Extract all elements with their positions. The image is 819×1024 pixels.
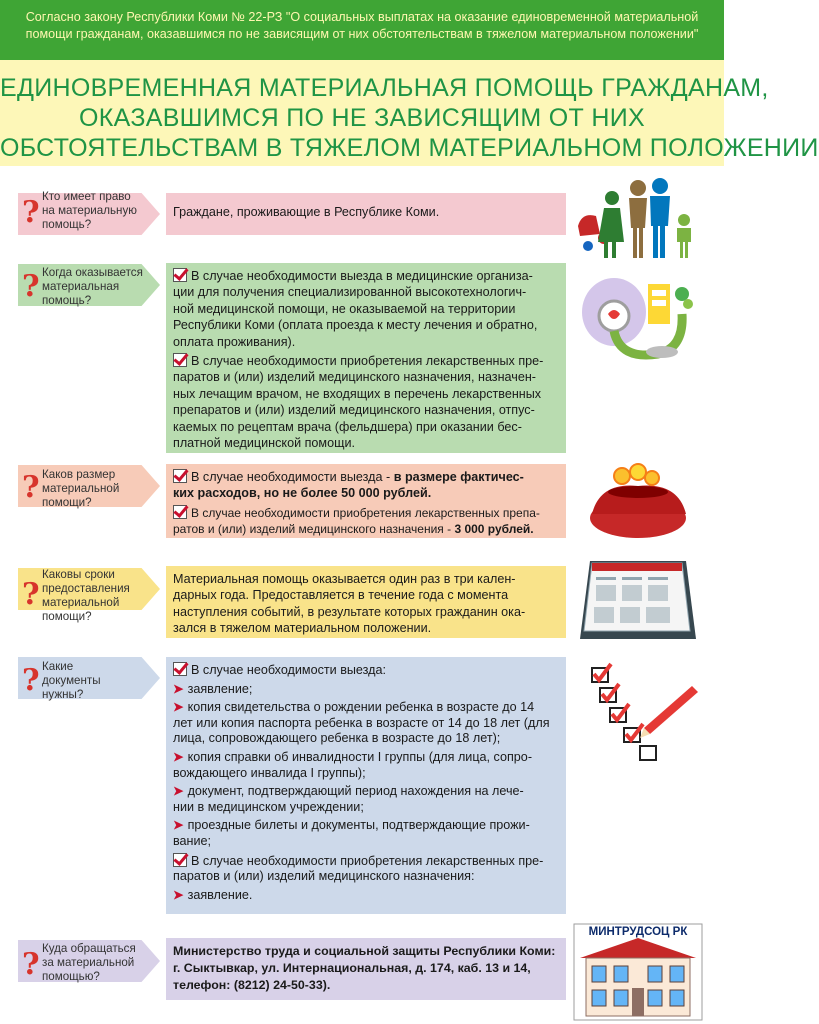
question-terms: Каковы сроки предоставления материальной помощи?: [42, 568, 130, 623]
arrow-bullet-icon: ➤: [173, 700, 184, 715]
arrow-bullet-icon: ➤: [173, 749, 184, 764]
checkmark-icon: [173, 353, 187, 367]
docs-item: ➤ документ, подтверждающий период нахождения на лече- нии в медицинском учреждении;: [173, 784, 524, 814]
question-size: Каков размер материальной помощи?: [42, 468, 120, 509]
when-item-1: В случае необходимости выезда в медицинские организа- ции для получения специализированной высокотехнологич- ной медицинской помощи, не оказываемой на территории Республики Коми (оплата проезда к месту лечения и обратно, оплата проживания).: [173, 269, 538, 349]
title-line-1: ЕДИНОВРЕМЕННАЯ МАТЕРИАЛЬНАЯ ПОМОЩЬ ГРАЖДАНАМ,: [0, 74, 769, 102]
docs-item: ➤ копия свидетельства о рождении ребенка в возрасте до 14 лет или копия паспорта ребенка в возрасте от 14 до 18 лет (для лица, сопровождающего ребенка в возрасте до 18 лет);: [173, 700, 550, 746]
arrow-bullet-icon: ➤: [173, 818, 184, 833]
arrow-bullet-icon: ➤: [173, 887, 184, 902]
answer-when: [166, 263, 566, 453]
docs-item: ➤ заявление.: [173, 887, 253, 902]
question-mark-icon: ?: [22, 663, 40, 698]
size-item-2: В случае необходимости приобретения лекарственных препа- ратов и (или) изделий медицинского назначения - 3 000 рублей.: [173, 505, 540, 537]
docs-item: ➤ заявление;: [173, 681, 253, 696]
question-who: Кто имеет право на материальную помощь?: [42, 190, 137, 231]
answer-docs: [166, 657, 566, 914]
page-title: [0, 60, 819, 166]
law-banner: [0, 0, 724, 60]
checklist-illustration: [574, 662, 702, 766]
question-where: Куда обращаться за материальной помощью?: [42, 942, 136, 983]
answer-terms: Материальная помощь оказывается один раз в три кален- дарных года. Предоставляется в течение года с момента наступления событий, в результате которых гражданин ока- зался в тяжелом материальном положении.: [166, 566, 566, 638]
answer-size: [166, 464, 566, 538]
when-item-2: В случае необходимости приобретения лекарственных пре- паратов и (или) изделий медицинского назначения, назначен- ных лечащим врачом, не входящих в перечень лекарственных препаратов и (или) изделий медицинского назначения, отпус- каемых по рецептам врача (фельдшера) при оказании бес- платной медицинской помощи.: [173, 354, 544, 451]
checkmark-icon: [173, 853, 187, 867]
size-item-1: В случае необходимости выезда - в размере фактичес- ких расходов, но не более 50 000 рублей.: [173, 470, 524, 501]
title-line-2: ОКАЗАВШИМСЯ ПО НЕ ЗАВИСЯЩИМ ОТ НИХ: [79, 104, 645, 132]
question-when: Когда оказывается материальная помощь?: [42, 266, 143, 307]
ministry-sign: МИНТРУДСОЦ РК: [588, 926, 688, 938]
arrow-bullet-icon: ➤: [173, 784, 184, 799]
checkmark-icon: [173, 505, 187, 519]
question-mark-icon: ?: [22, 577, 40, 612]
arrow-bullet-icon: ➤: [173, 681, 184, 696]
answer-where: Министерство труда и социальной защиты Республики Коми: г. Сыктывкар, ул. Интернациональная, д. 174, каб. 13 и 14, телефон: (8212) 24-50-33).: [166, 938, 566, 1000]
checkmark-icon: [173, 268, 187, 282]
title-line-3: ОБСТОЯТЕЛЬСТВАМ В ТЯЖЕЛОМ МАТЕРИАЛЬНОМ ПОЛОЖЕНИИ: [0, 134, 819, 162]
question-mark-icon: ?: [22, 470, 40, 505]
checkmark-icon: [173, 469, 187, 483]
stethoscope-illustration: [574, 264, 702, 370]
question-docs: Какие документы нужны?: [42, 660, 101, 701]
law-banner-line-1: Согласно закону Республики Коми № 22-РЗ "О социальных выплатах на оказание единовременной материальной: [25, 10, 699, 24]
calendar-illustration: [574, 555, 702, 649]
ministry-building-illustration: [574, 924, 702, 1020]
answer-who: Граждане, проживающие в Республике Коми.: [166, 193, 566, 235]
docs-heading-2: В случае необходимости приобретения лекарственных пре- паратов и (или) изделий медицинского назначения:: [173, 853, 544, 884]
family-illustration: [574, 176, 702, 260]
docs-item: ➤ проездные билеты и документы, подтверждающие прожи- вание;: [173, 818, 530, 848]
docs-heading-1: В случае необходимости выезда:: [173, 662, 559, 679]
question-mark-icon: ?: [22, 195, 40, 230]
checkmark-icon: [173, 662, 187, 676]
purse-illustration: [582, 462, 700, 542]
docs-item: ➤ копия справки об инвалидности I группы (для лица, сопро- вождающего инвалида I группы);: [173, 749, 533, 780]
law-banner-line-2: помощи гражданам, оказавшимся по не зависящим от них обстоятельствам в тяжелом материальном положении": [25, 27, 699, 41]
question-mark-icon: ?: [22, 947, 40, 982]
question-mark-icon: ?: [22, 269, 40, 304]
